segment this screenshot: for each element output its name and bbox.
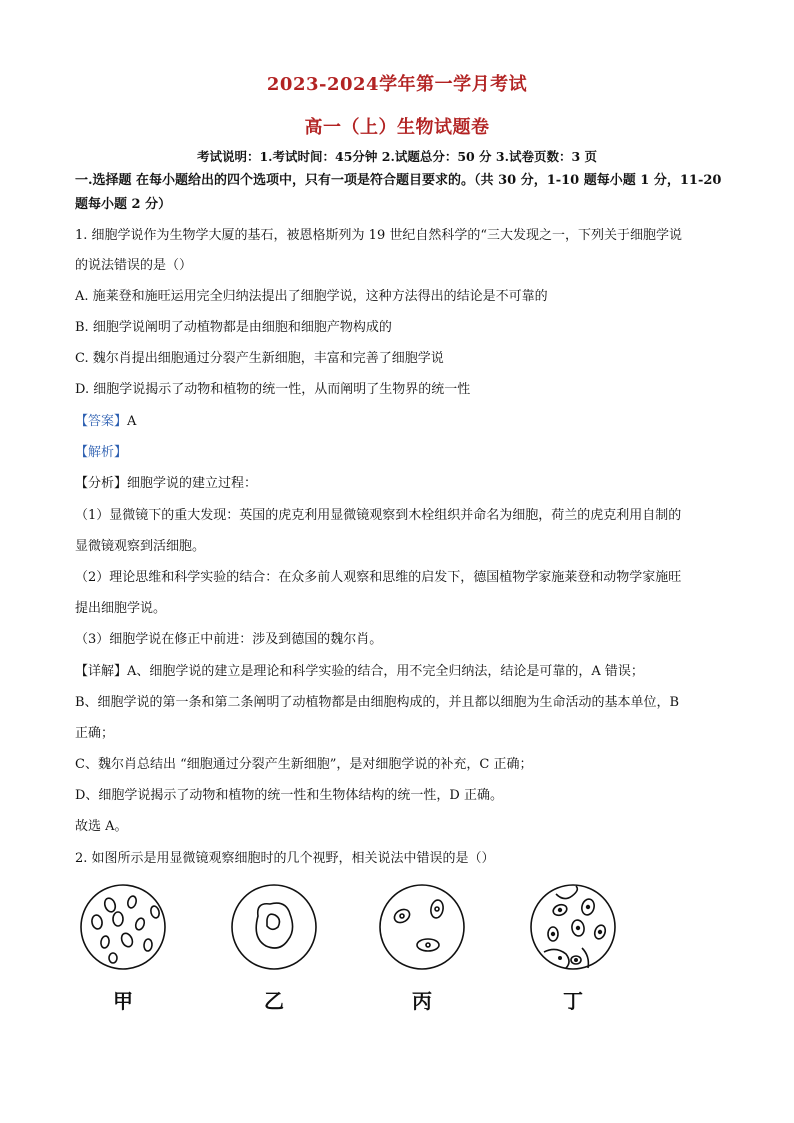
field-label-bing: 丙 [412,989,432,1013]
field-label-jia: 甲 [113,989,133,1013]
q1-detail-c: C、魏尔肖总结出 “细胞通过分裂产生新细胞”，是对细胞学说的补充，C 正确； [75,757,533,772]
answer-value: A [127,414,137,429]
q1-detail-d: D、细胞学说揭示了动物和植物的统一性和生物体结构的统一性，D 正确。 [75,788,503,803]
q1-detail-a [75,663,644,681]
exam-note: 考试说明：1.考试时间：45分钟 2.试题总分：50 分 3.试卷页数：3 页 [196,149,598,164]
field-label-ding: 丁 [563,989,583,1013]
q1-option-b: B. 细胞学说阐明了动植物都是由细胞和细胞产物构成的 [75,320,392,335]
q2-stem: 2. 如图所示是用显微镜观察细胞时的几个视野，相关说法中错误的是（） [75,851,495,866]
q1-option-d: D. 细胞学说揭示了动物和植物的统一性，从而阐明了生物界的统一性 [75,382,471,397]
q1-point2-line2: 提出细胞学说。 [75,601,167,616]
q1-detail-b-line2: 正确； [75,726,115,741]
q1-point1-line2: 显微镜观察到活细胞。 [75,539,206,554]
q1-point3: （3）细胞学说在修正中前进：涉及到德国的魏尔肖。 [75,632,383,647]
q1-option-c: C. 魏尔肖提出细胞通过分裂产生新细胞，丰富和完善了细胞学说 [75,351,444,366]
q1-analysis-tag [75,444,127,462]
q1-fenxi [75,475,257,493]
fenxi-tag: 【分析】 [75,476,128,491]
field-yi-illustration [232,885,316,969]
exam-subtitle: 高一（上）生物试题卷 [304,117,490,138]
q1-point2-line1: （2）理论思维和科学实验的结合：在众多前人观察和思维的启发下，德国植物学家施莱登和动物学家施旺 [75,570,682,585]
q1-option-a: A. 施莱登和施旺运用完全归纳法提出了细胞学说，这种方法得出的结论是不可靠的 [75,289,548,304]
q1-point1-line1: （1）显微镜下的重大发现：英国的虎克利用显微镜观察到木栓组织并命名为细胞，荷兰的虎克利用自制的 [75,508,682,523]
xiangjie-tag: 【详解】 [75,664,128,679]
section-heading-line2: 题每小题 2 分） [75,197,172,212]
field-label-yi: 乙 [264,989,284,1013]
q1-stem-line2: 的说法错误的是（） [75,258,193,273]
q1-conclusion: 故选 A。 [75,819,128,834]
detail-a-text: A、细胞学说的建立是理论和科学实验的结合，用不完全归纳法，结论是可靠的，A 错误； [127,664,644,679]
analysis-tag: 【解析】 [75,445,128,460]
field-bing-illustration [380,885,464,969]
fenxi-text: 细胞学说的建立过程： [127,476,258,491]
q1-answer [75,413,136,431]
section-heading-line1: 一.选择题 在每小题给出的四个选项中，只有一项是符合题目要求的。（共 30 分，1-10 题每小题 1 分，11-20 [75,173,722,188]
q1-detail-b-line1: B、细胞学说的第一条和第二条阐明了动植物都是由细胞构成的，并且都以细胞为生命活动的基本单位，B [75,695,680,710]
answer-tag: 【答案】 [75,414,128,429]
field-jia-illustration [81,885,165,969]
q1-stem-line1: 1. 细胞学说作为生物学大厦的基石，被恩格斯列为 19 世纪自然科学的“三大发现之一，下列关于细胞学说 [75,228,682,243]
field-ding-illustration [531,885,615,969]
exam-title: 2023-2024学年第一学月考试 [266,74,528,95]
